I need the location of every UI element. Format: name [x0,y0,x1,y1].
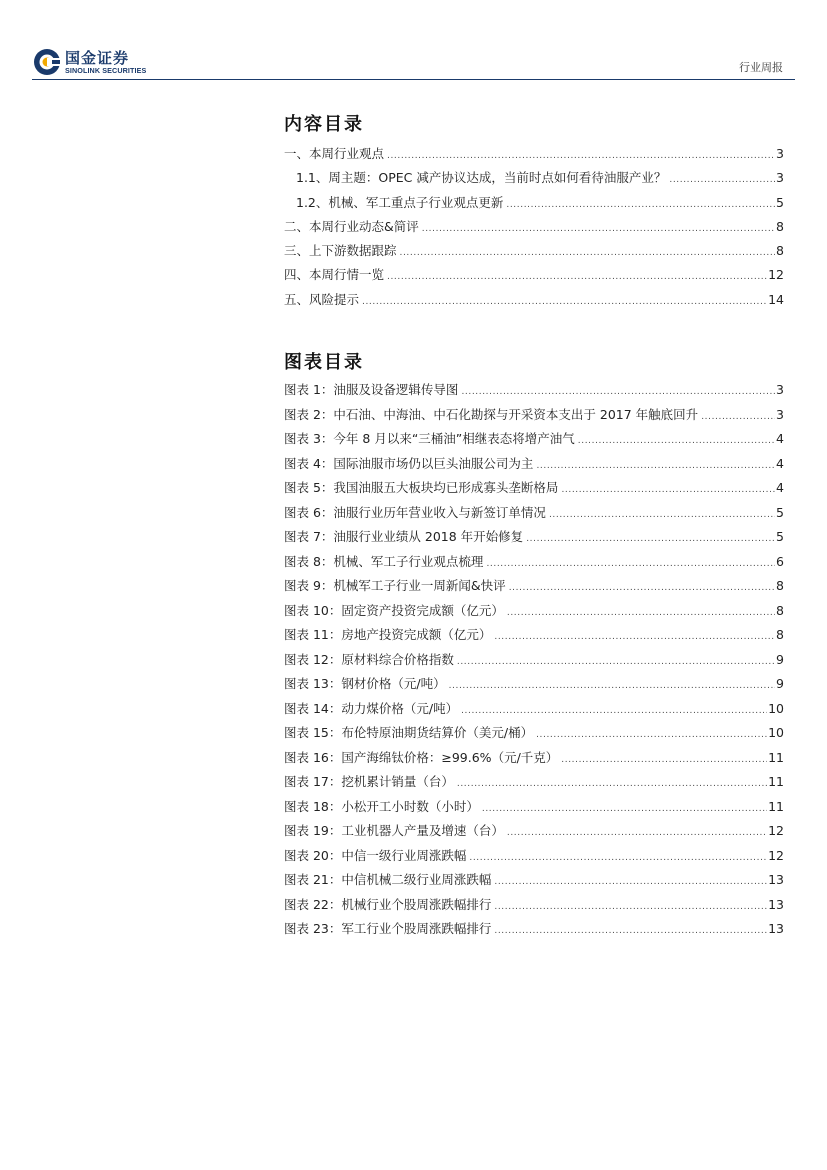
dot-leader [536,725,767,740]
dot-leader [549,505,775,520]
contents-entry[interactable] [284,144,784,168]
figure-entry[interactable] [284,454,784,479]
figure-entry[interactable] [284,797,784,822]
dot-leader [561,480,775,495]
figure-entry-label: 图表 19：工业机器人产量及增速（台） [284,823,504,838]
figure-entry-page-number: 10 [768,725,784,740]
figure-entry-page-number: 11 [768,798,784,814]
contents-entry[interactable] [284,168,784,192]
dot-leader [669,170,775,185]
figure-entry-label: 图表 17：挖机累计销量（台） [284,774,454,789]
dot-leader [536,456,775,471]
contents-entry-label: 二、本周行业动态&简评 [284,218,419,234]
figure-entry[interactable] [284,821,784,846]
figure-entry-page-number: 5 [776,504,784,520]
figure-entry[interactable] [284,429,784,454]
figure-entry-label: 图表 21：中信机械二级行业周涨跌幅 [284,872,492,887]
figures-title: 图表目录 [284,352,364,373]
dot-leader [457,652,775,667]
figure-entry-label: 图表 5：我国油服五大板块均已形成寡头垄断格局 [284,480,559,495]
figure-entry-label: 图表 20：中信一级行业周涨跌幅 [284,847,467,863]
contents-entry[interactable] [284,241,784,265]
figure-entry-page-number: 8 [776,627,784,642]
figure-entry[interactable] [284,527,784,552]
dot-leader [507,823,767,838]
dot-leader [461,382,775,397]
figure-entry-label: 图表 13：钢材价格（元/吨） [284,676,446,691]
dot-leader [486,554,775,569]
figure-entry-page-number: 9 [776,651,784,667]
figure-entry-label: 图表 1：油服及设备逻辑传导图 [284,382,459,397]
figure-entry[interactable] [284,576,784,601]
contents-entry-page-number: 8 [776,243,784,259]
dot-leader [387,267,767,282]
figure-entry-label: 图表 6：油服行业历年营业收入与新签订单情况 [284,504,546,520]
figure-entry-page-number: 8 [776,578,784,593]
figure-entry[interactable] [284,478,784,503]
figure-entry[interactable] [284,601,784,626]
figure-entry-label: 图表 23：军工行业个股周涨跌幅排行 [284,921,492,936]
figure-entry-page-number: 13 [768,921,784,936]
figure-entry-page-number: 6 [776,553,784,569]
figure-entry[interactable] [284,846,784,871]
contents-entry-page-number: 3 [776,170,784,186]
figure-entry-page-number: 3 [776,382,784,397]
dot-leader [449,676,775,691]
figure-entry-page-number: 9 [776,676,784,691]
figure-entry-page-number: 5 [776,529,784,544]
figure-entry-label: 图表 8：机械、军工子行业观点梳理 [284,553,484,569]
figure-entry-label: 图表 16：国产海绵钛价格：≥99.6%（元/千克） [284,749,559,765]
contents-entry-label: 四、本周行情一览 [284,267,385,283]
contents-entry-page-number: 14 [768,291,784,307]
dot-leader [506,195,775,210]
contents-entry[interactable] [284,193,784,217]
figure-entry-label: 图表 14：动力煤价格（元/吨） [284,700,459,716]
figure-entry[interactable] [284,674,784,699]
figure-entry-label: 图表 15：布伦特原油期货结算价（美元/桶） [284,725,534,740]
figure-entry-page-number: 13 [768,872,784,887]
figure-entry-label: 图表 2：中石油、中海油、中石化勘探与开采资本支出于 2017 年触底回升 [284,406,699,422]
dot-leader [507,603,775,618]
contents-entry[interactable] [284,290,784,314]
figure-entry-label: 图表 18：小松开工小时数（小时） [284,798,479,814]
figure-entry[interactable] [284,723,784,748]
dot-leader [494,921,767,936]
figure-entry-label: 图表 4：国际油服市场仍以巨头油服公司为主 [284,455,534,471]
figure-entry-page-number: 4 [776,431,784,446]
figure-entry[interactable] [284,895,784,920]
contents-entry[interactable] [284,265,784,289]
contents-entry-page-number: 3 [776,146,784,161]
figure-entry-label: 图表 11：房地产投资完成额（亿元） [284,627,492,642]
figure-entry[interactable] [284,552,784,577]
dot-leader [561,750,767,765]
contents-entry-label: 五、风险提示 [284,291,360,307]
logo-chinese-name: 国金证券 [65,49,130,67]
contents-title: 内容目录 [284,114,364,135]
figures-list [284,380,784,944]
dot-leader [457,774,767,789]
dot-leader [422,219,775,234]
figure-entry-label: 图表 22：机械行业个股周涨跌幅排行 [284,896,492,912]
figure-entry-page-number: 13 [768,896,784,912]
figure-entry-label: 图表 10：固定资产投资完成额（亿元） [284,602,504,618]
figure-entry-page-number: 11 [768,774,784,789]
figure-entry-label: 图表 7：油服行业业绩从 2018 年开始修复 [284,529,524,544]
dot-leader [494,897,767,912]
figure-entry-page-number: 4 [776,455,784,471]
contents-entry-label: 1.1、周主题：OPEC 减产协议达成，当前时点如何看待油服产业？ [296,170,667,186]
dot-leader [362,292,767,307]
logo-english-name: SINOLINK SECURITIES [65,66,147,75]
contents-entry-page-number: 8 [776,218,784,234]
dot-leader [469,848,767,863]
figure-entry-page-number: 3 [776,406,784,422]
contents-entry-page-number: 5 [776,194,784,210]
figure-entry[interactable] [284,870,784,895]
figure-entry[interactable] [284,650,784,675]
contents-entry-page-number: 12 [768,267,784,283]
contents-list [284,144,784,314]
dot-leader [482,799,767,814]
dot-leader [509,578,775,593]
figure-entry-page-number: 4 [776,480,784,495]
contents-entry-label: 一、本周行业观点 [284,146,385,161]
figure-entry-page-number: 12 [768,847,784,863]
contents-entry-label: 1.2、机械、军工重点子行业观点更新 [296,194,504,210]
dot-leader [400,243,776,258]
dot-leader [701,407,775,422]
figure-entry[interactable] [284,772,784,797]
figure-entry[interactable] [284,405,784,430]
figure-entry-label: 图表 9：机械军工子行业一周新闻&快评 [284,578,506,593]
figure-entry-page-number: 12 [768,823,784,838]
figure-entry[interactable] [284,503,784,528]
report-type-label: 行业周报 [739,61,783,74]
contents-entry-label: 三、上下游数据跟踪 [284,243,397,259]
figure-entry[interactable] [284,919,784,944]
page-header [0,0,827,84]
figure-entry-page-number: 11 [768,749,784,765]
figure-entry-page-number: 8 [776,602,784,618]
figure-entry[interactable] [284,380,784,405]
figure-entry-label: 图表 3：今年 8 月以来“三桶油”相继表态将增产油气 [284,431,575,446]
figure-entry[interactable] [284,625,784,650]
sinolink-logo-icon [32,47,62,77]
figure-entry-label: 图表 12：原材料综合价格指数 [284,651,454,667]
figure-entry[interactable] [284,699,784,724]
dot-leader [387,146,775,161]
contents-entry[interactable] [284,217,784,241]
dot-leader [461,701,767,716]
dot-leader [526,529,775,544]
dot-leader [494,872,767,887]
figure-entry[interactable] [284,748,784,773]
header-divider [32,79,795,80]
figure-entry-page-number: 10 [768,700,784,716]
dot-leader [494,627,775,642]
dot-leader [578,431,775,446]
